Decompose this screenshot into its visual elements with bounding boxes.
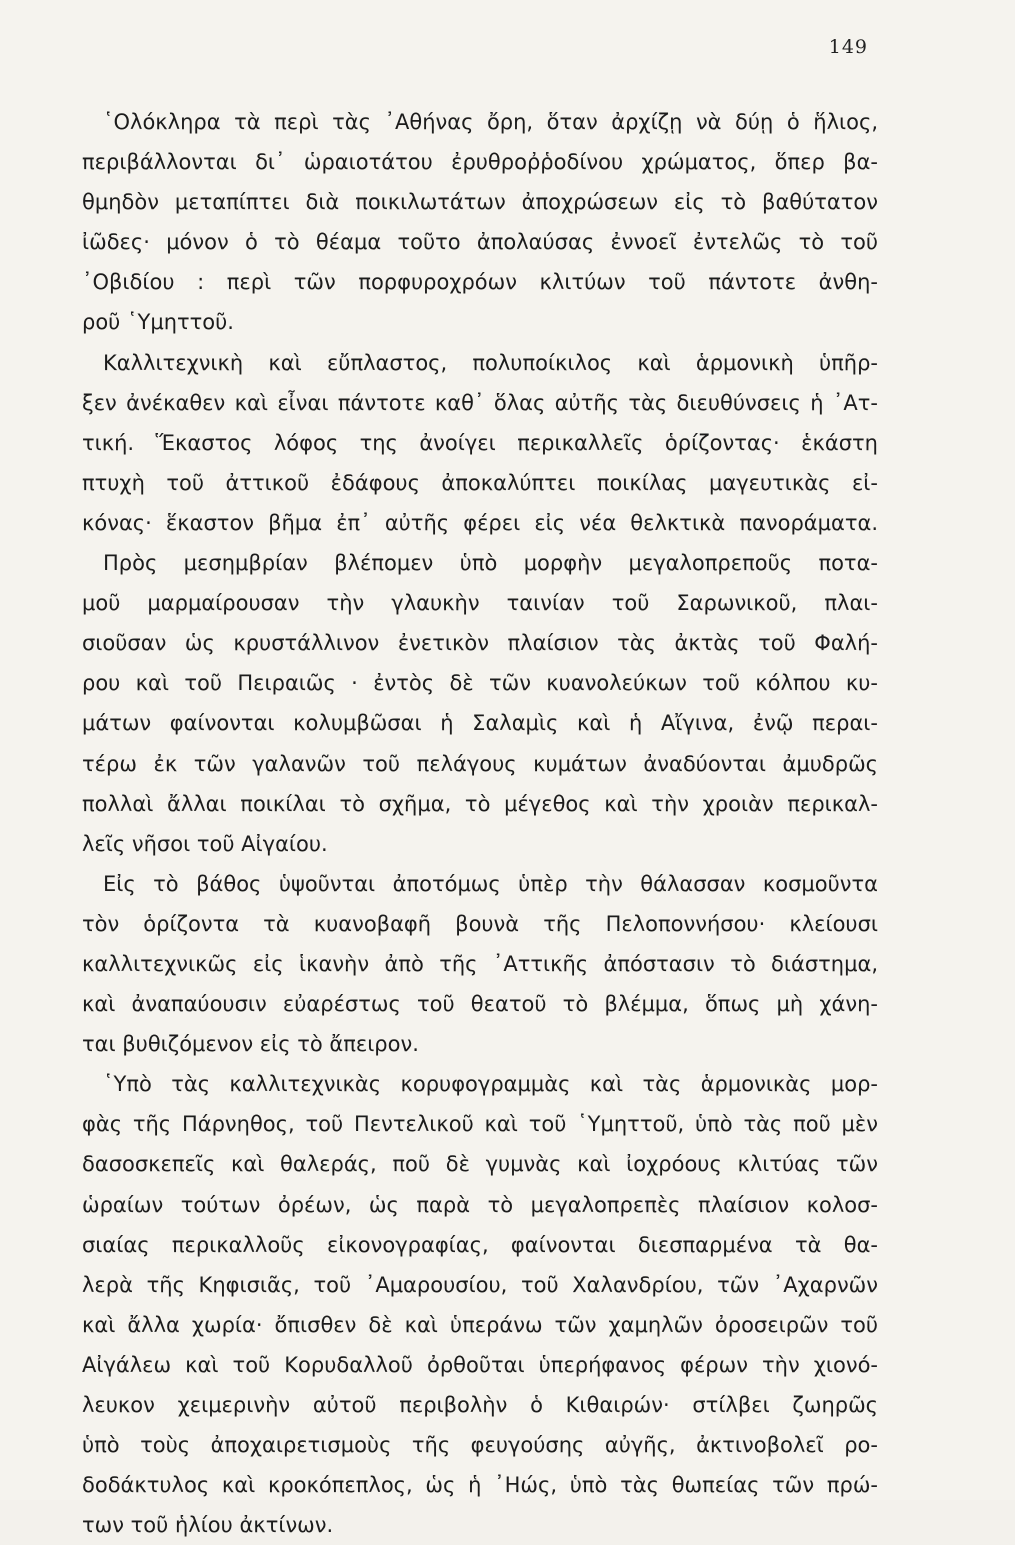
text-line: Καλλιτεχνικὴ καὶ εὔπλαστος, πολυποίκιλος καὶ ἁρμονικὴ ὑπῆρ-	[103, 350, 878, 375]
page-number: 149	[828, 36, 868, 58]
text-line: ροῦ ῾Υμηττοῦ.	[82, 310, 234, 335]
text-line: ὡραίων τούτων ὀρέων, ὡς παρὰ τὸ μεγαλοπρεπὲς πλαίσιον κολοσ-	[82, 1192, 878, 1217]
text-line: λερὰ τῆς Κηφισιᾶς, τοῦ ᾿Αμαρουσίου, τοῦ Χαλανδρίου, τῶν ᾿Αχαρνῶν	[82, 1272, 878, 1297]
text-line: σιοῦσαν ὡς κρυστάλλινον ἐνετικὸν πλαίσιον τὰς ἀκτὰς τοῦ Φαλή-	[82, 631, 878, 656]
paragraph	[82, 1064, 878, 1545]
text-line: μοῦ μαρμαίρουσαν τὴν γλαυκὴν ταινίαν τοῦ Σαρωνικοῦ, πλαι-	[82, 591, 878, 616]
body-text	[82, 102, 878, 1545]
paragraph	[82, 343, 878, 543]
text-line: φὰς τῆς Πάρνηθος, τοῦ Πεντελικοῦ καὶ τοῦ ῾Υμηττοῦ, ὑπὸ τὰς ποῦ μὲν	[82, 1112, 878, 1137]
text-line: λεῖς νῆσοι τοῦ Αἰγαίου.	[82, 831, 328, 856]
text-line: Αἰγάλεω καὶ τοῦ Κορυδαλλοῦ ὀρθοῦται ὑπερήφανος φέρων τὴν χιονό-	[82, 1352, 878, 1377]
text-line: ἰῶδες· μόνον ὁ τὸ θέαμα τοῦτο ἀπολαύσας ἐννοεῖ ἐντελῶς τὸ τοῦ	[82, 230, 878, 255]
text-line: ρου καὶ τοῦ Πειραιῶς · ἐντὸς δὲ τῶν κυανολεύκων τοῦ κόλπου κυ-	[82, 671, 878, 696]
text-line: Πρὸς μεσημβρίαν βλέπομεν ὑπὸ μορφὴν μεγαλοπρεποῦς ποτα-	[103, 551, 878, 576]
text-line: ὑπὸ τοὺς ἀποχαιρετισμοὺς τῆς φευγούσης αὐγῆς, ἀκτινοβολεῖ ρο-	[82, 1433, 878, 1458]
text-line: Εἰς τὸ βάθος ὑψοῦνται ἀποτόμως ὑπὲρ τὴν θάλασσαν κοσμοῦντα	[103, 871, 878, 896]
text-line: δασοσκεπεῖς καὶ θαλεράς, ποῦ δὲ γυμνὰς καὶ ἰοχρόους κλιτύας τῶν	[82, 1152, 878, 1177]
text-line: περιβάλλονται δι᾿ ὡραιοτάτου ἐρυθροῤῥοδίνου χρώματος, ὅπερ βα-	[82, 150, 878, 175]
text-line: των τοῦ ἡλίου ἀκτίνων.	[82, 1513, 334, 1538]
text-line: καὶ ἀναπαύουσιν εὐαρέστως τοῦ θεατοῦ τὸ βλέμμα, ὅπως μὴ χάνη-	[82, 992, 878, 1017]
text-line: ται βυθιζόμενον εἰς τὸ ἄπειρον.	[82, 1032, 419, 1057]
text-line: θμηδὸν μεταπίπτει διὰ ποικιλωτάτων ἀποχρώσεων εἰς τὸ βαθύτατον	[82, 190, 878, 215]
text-line: πτυχὴ τοῦ ἀττικοῦ ἐδάφους ἀποκαλύπτει ποικίλας μαγευτικὰς εἰ-	[82, 470, 878, 495]
paragraph	[82, 102, 878, 343]
text-line: ξεν ἀνέκαθεν καὶ εἶναι πάντοτε καθ᾿ ὅλας αὐτῆς τὰς διευθύνσεις ἡ ᾿Ατ-	[82, 390, 878, 415]
text-line: καλλιτεχνικῶς εἰς ἱκανὴν ἀπὸ τῆς ᾿Αττικῆς ἀπόστασιν τὸ διάστημα,	[82, 951, 878, 976]
text-line: δοδάκτυλος καὶ κροκόπεπλος, ὡς ἡ ᾿Ηώς, ὑπὸ τὰς θωπείας τῶν πρώ-	[82, 1473, 878, 1498]
text-line: ῾Υπὸ τὰς καλλιτεχνικὰς κορυφογραμμὰς καὶ τὰς ἁρμονικὰς μορ-	[103, 1072, 878, 1097]
paragraph	[82, 864, 878, 1064]
text-line: λευκον χειμερινὴν αὐτοῦ περιβολὴν ὁ Κιθαιρών· στίλβει ζωηρῶς	[82, 1393, 878, 1417]
text-line: κόνας· ἕκαστον βῆμα ἐπ᾿ αὐτῆς φέρει εἰς νέα θελκτικὰ πανοράματα.	[82, 510, 878, 535]
text-line: μάτων φαίνονται κολυμβῶσαι ἡ Σαλαμὶς καὶ ἡ Αἴγινα, ἐνῷ περαι-	[82, 711, 878, 736]
text-line: τέρω ἐκ τῶν γαλανῶν τοῦ πελάγους κυμάτων ἀναδύονται ἀμυδρῶς	[82, 751, 878, 776]
paragraph	[82, 543, 878, 864]
text-line: πολλαὶ ἄλλαι ποικίλαι τὸ σχῆμα, τὸ μέγεθος καὶ τὴν χροιὰν περικαλ-	[82, 791, 878, 816]
text-line: σιαίας περικαλλοῦς εἰκονογραφίας, φαίνονται διεσπαρμένα τὰ θα-	[82, 1232, 878, 1257]
text-line: ᾿Οβιδίου : περὶ τῶν πορφυροχρόων κλιτύων τοῦ πάντοτε ἀνθη-	[82, 270, 878, 295]
text-line: ῾Ολόκληρα τὰ περὶ τὰς ᾿Αθήνας ὄρη, ὅταν ἀρχίζῃ νὰ δύῃ ὁ ἥλιος,	[103, 110, 878, 134]
text-line: τὸν ὁρίζοντα τὰ κυανοβαφῆ βουνὰ τῆς Πελοποννήσου· κλείουσι	[82, 911, 878, 936]
text-line: τική. Ἕκαστος λόφος της ἀνοίγει περικαλλεῖς ὁρίζοντας· ἑκάστη	[82, 430, 878, 455]
text-line: καὶ ἄλλα χωρία· ὄπισθεν δὲ καὶ ὑπεράνω τῶν χαμηλῶν ὀροσειρῶν τοῦ	[82, 1312, 878, 1337]
